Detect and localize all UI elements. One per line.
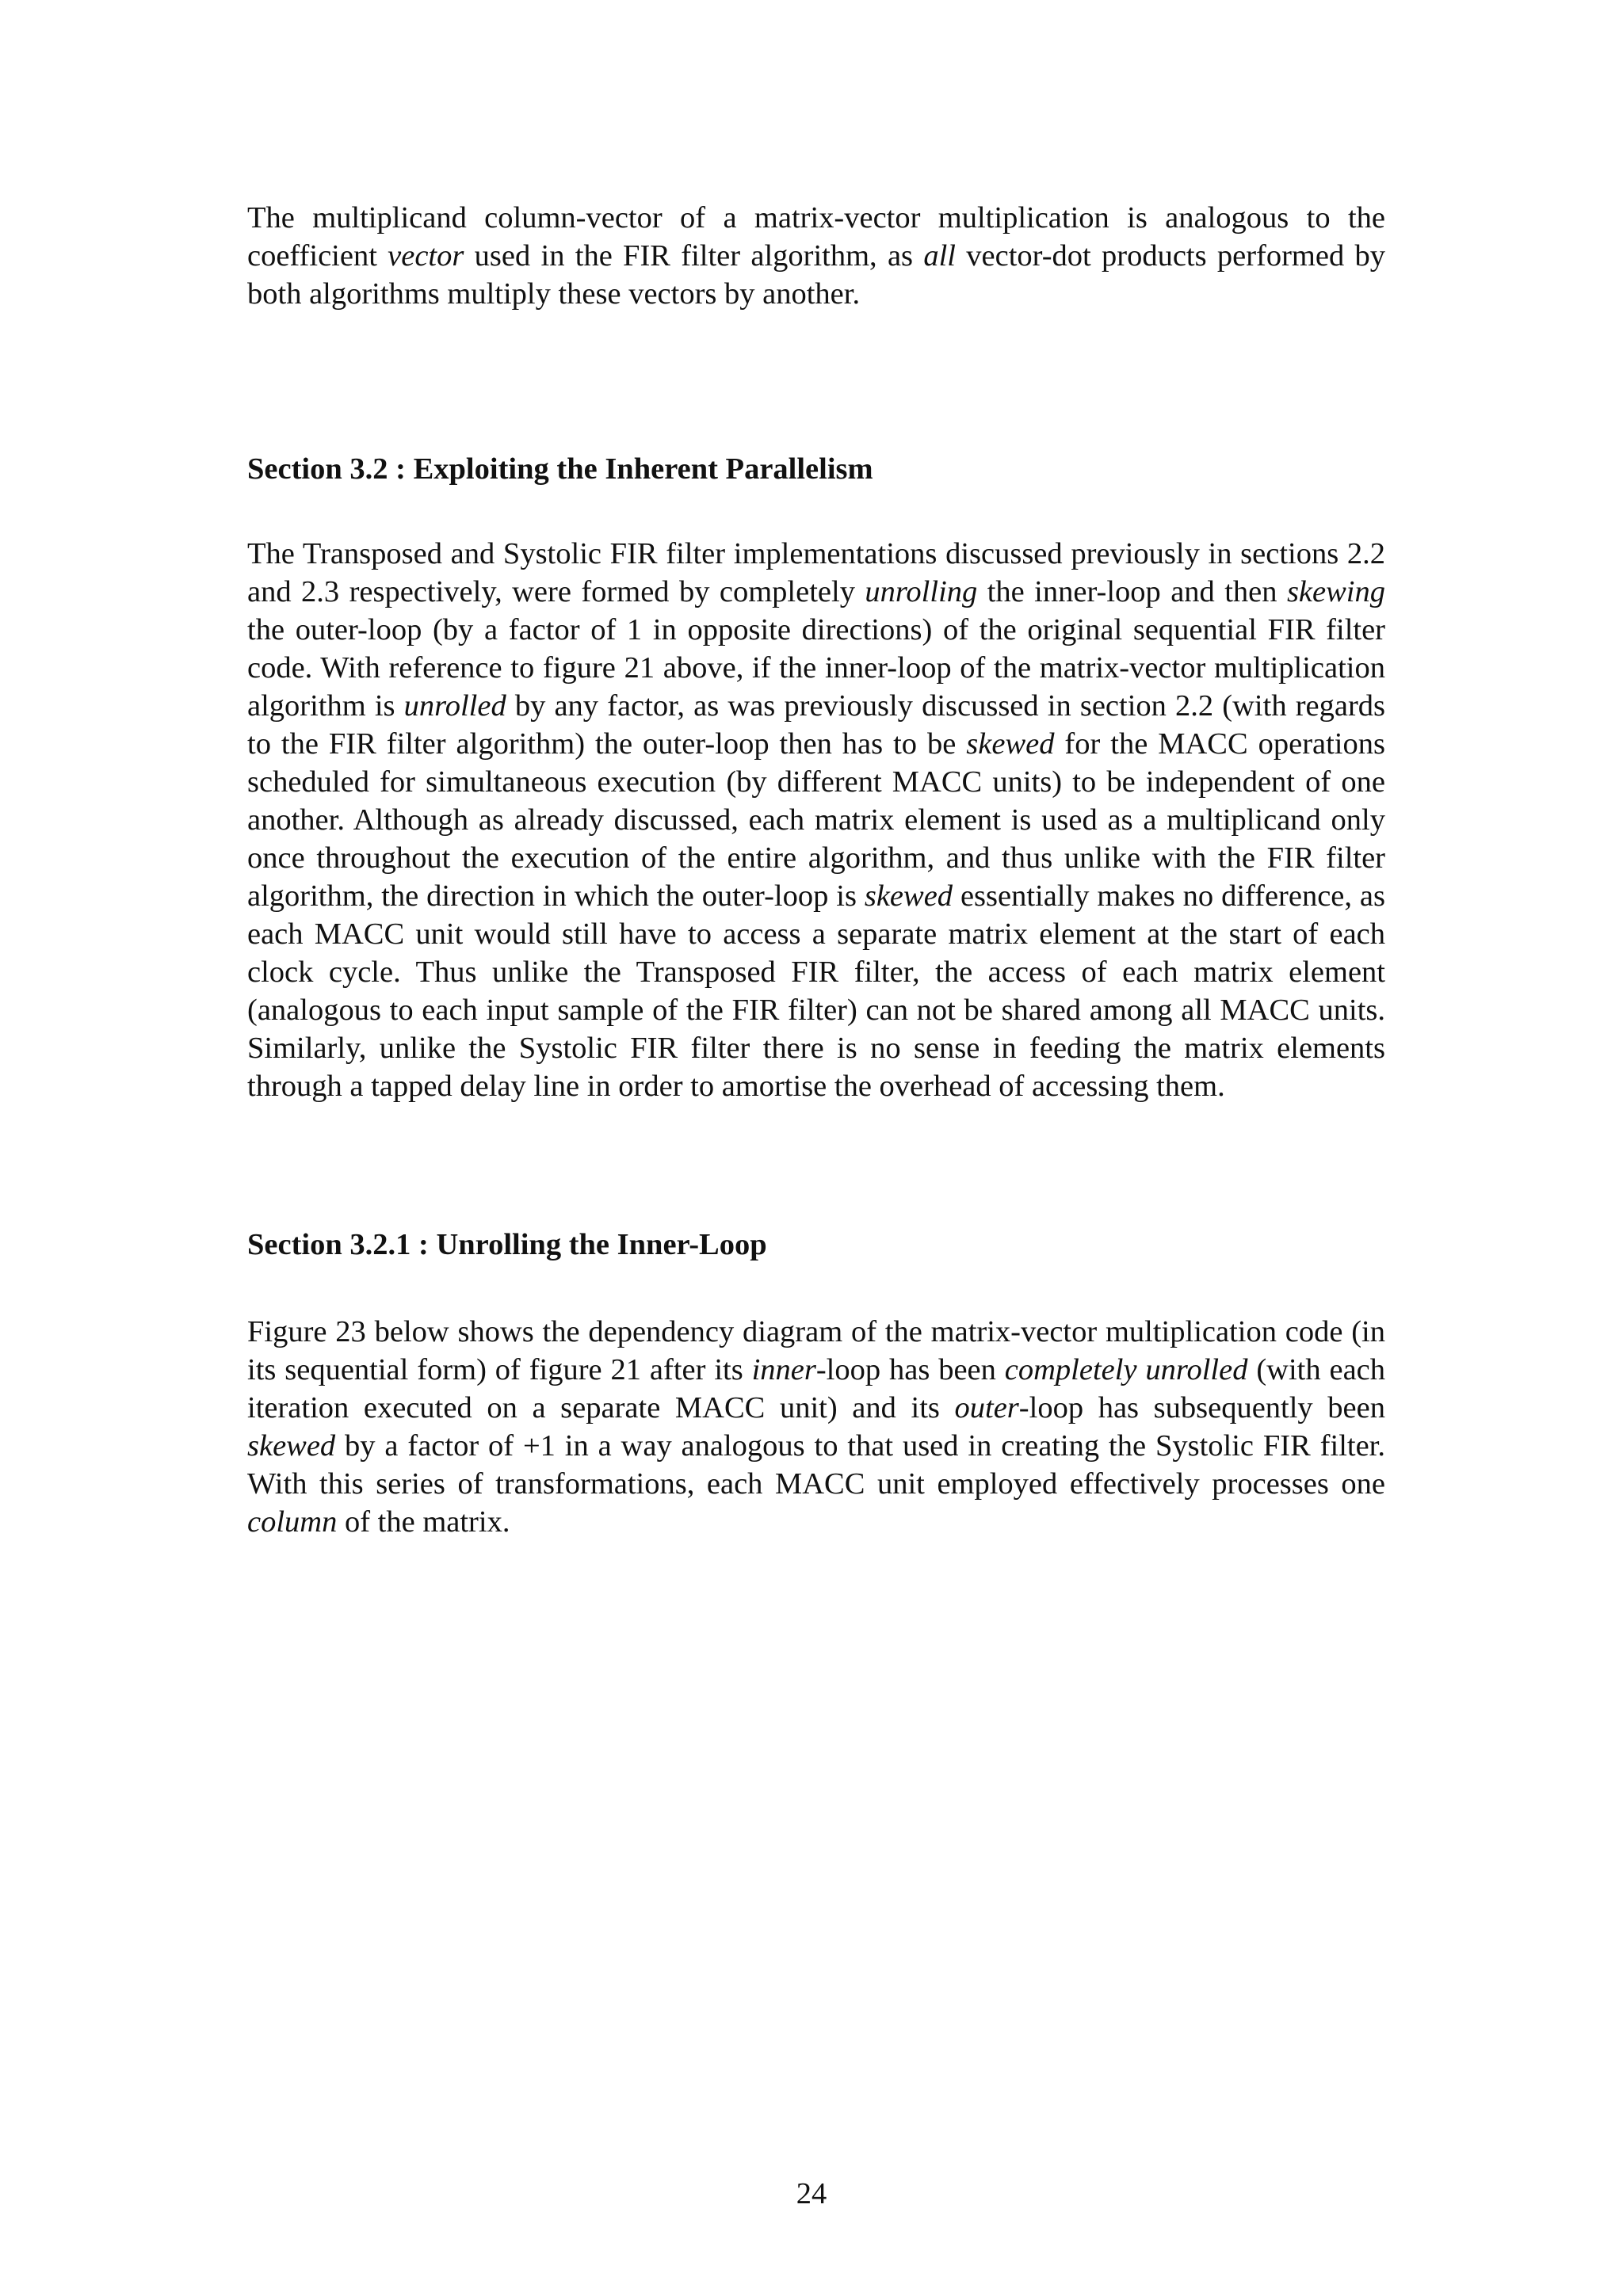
emphasis-text: skewed: [247, 1429, 336, 1463]
emphasis-text: skewed: [864, 879, 953, 913]
intro-paragraph: The multiplicand column-vector of a matrix-vector multiplication is analogous to the coefficient vector used in the FIR filter algorithm, as all vector-dot products performed by both algorithms multiply these vectors by another.: [247, 201, 1385, 311]
emphasis-text: inner: [751, 1353, 816, 1386]
emphasis-text: unrolling: [865, 575, 978, 608]
emphasis-text: skewed: [966, 727, 1055, 761]
emphasis-text: all: [923, 239, 956, 273]
page-number: 24: [796, 2177, 827, 2210]
emphasis-text: column: [247, 1505, 338, 1539]
emphasis-text: completely unrolled: [1004, 1353, 1248, 1386]
section-3-2-1-heading: Section 3.2.1 : Unrolling the Inner-Loop: [247, 1228, 767, 1261]
emphasis-text: outer: [954, 1391, 1019, 1425]
section-3-2-heading: Section 3.2 : Exploiting the Inherent Parallelism: [247, 452, 873, 486]
section-3-2-paragraph: The Transposed and Systolic FIR filter implementations discussed previously in sections 2.2 and 2.3 respectively, were formed by completely unrolling the inner-loop and then skewing the outer-loop (by a factor of 1 in opposite directions) of the original sequential FIR filter code. With reference to figure 21 above, if the inner-loop of the matrix-vector multiplication algorithm is unrolled by any factor, as was previously discussed in section 2.2 (with regards to the FIR filter algorithm) the outer-loop then has to be skewed for the MACC operations scheduled for simultaneous execution (by different MACC units) to be independent of one another. Although as already discussed, each matrix element is used as a multiplicand only once throughout the execution of the entire algorithm, and thus unlike with the FIR filter algorithm, the direction in which the outer-loop is skewed essentially makes no difference, as each MACC unit would still have to access a separate matrix element at the start of each clock cycle. Thus unlike the Transposed FIR filter, the access of each matrix element (analogous to each input sample of the FIR filter) can not be shared among all MACC units. Similarly, unlike the Systolic FIR filter there is no sense in feeding the matrix elements through a tapped delay line in order to amortise the overhead of accessing them.: [247, 537, 1386, 1103]
section-3-2-1-paragraph: Figure 23 below shows the dependency diagram of the matrix-vector multiplication code (in its sequential form) of figure 21 after its inner-loop has been completely unrolled (with each iteration executed on a separate MACC unit) and its outer-loop has subsequently been skewed by a factor of +1 in a way analogous to that used in creating the Systolic FIR filter. With this series of transformations, each MACC unit employed effectively processes one column of the matrix.: [247, 1315, 1386, 1539]
emphasis-text: vector: [388, 239, 464, 273]
emphasis-text: unrolled: [403, 689, 506, 723]
emphasis-text: skewing: [1286, 575, 1385, 608]
